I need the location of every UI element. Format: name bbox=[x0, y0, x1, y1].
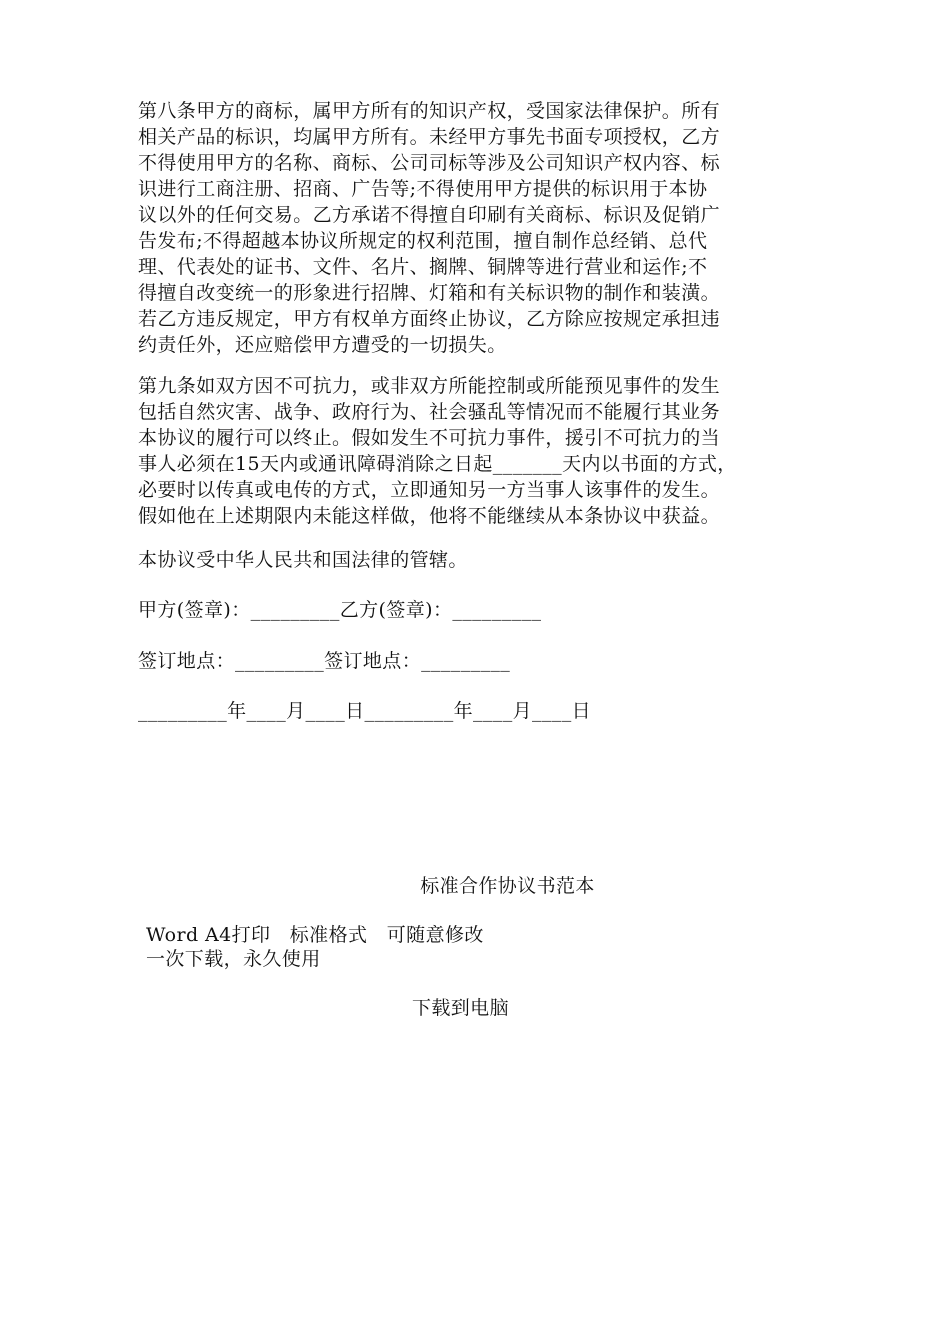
text-line: 告发布;不得超越本协议所规定的权利范围，擅自制作总经销、总代 bbox=[138, 230, 708, 252]
text-line: 第九条如双方因不可抗力，或非双方所能控制或所能预见事件的发生 bbox=[138, 375, 721, 397]
text-line: 假如他在上述期限内未能这样做，他将不能继续从本条协议中获益。 bbox=[138, 505, 721, 527]
download-link[interactable]: 下载到电脑 bbox=[411, 997, 509, 1019]
signing-place-line: 签订地点：_________签订地点：_________ bbox=[138, 650, 511, 672]
text-line: 必要时以传真或电传的方式，立即通知另一方当事人该事件的发生。 bbox=[138, 479, 721, 501]
text-line: 事人必须在15天内或通讯障碍消除之日起_______天内以书面的方式， bbox=[138, 453, 737, 475]
text-line: 议以外的任何交易。乙方承诺不得擅自印刷有关商标、标识及促销广 bbox=[138, 204, 721, 226]
jurisdiction-clause: 本协议受中华人民共和国法律的管辖。 bbox=[138, 549, 468, 571]
text-line: 若乙方违反规定，甲方有权单方面终止协议，乙方除应按规定承担违 bbox=[138, 308, 721, 330]
text-line: 约责任外，还应赔偿甲方遭受的一切损失。 bbox=[138, 334, 507, 356]
text-line: 识进行工商注册、招商、广告等;不得使用甲方提供的标识用于本协 bbox=[138, 178, 708, 200]
text-line: 理、代表处的证书、文件、名片、搁牌、铜牌等进行营业和运作;不 bbox=[138, 256, 708, 278]
date-line: _________年____月____日_________年____月____日 bbox=[138, 700, 592, 722]
promo-usage: 一次下载，永久使用 bbox=[146, 948, 321, 970]
signature-line: 甲方(签章)：_________乙方(签章)：_________ bbox=[138, 599, 542, 621]
promo-title: 标准合作协议书范本 bbox=[420, 875, 595, 897]
text-line: 第八条甲方的商标，属甲方所有的知识产权，受国家法律保护。所有 bbox=[138, 100, 721, 122]
text-line: 相关产品的标识，均属甲方所有。未经甲方事先书面专项授权，乙方 bbox=[138, 126, 721, 148]
promo-features: Word A4打印 标准格式 可随意修改 bbox=[146, 924, 484, 946]
text-line: 本协议的履行可以终止。假如发生不可抗力事件，援引不可抗力的当 bbox=[138, 427, 721, 449]
article-9-paragraph bbox=[138, 373, 828, 529]
text-line: 得擅自改变统一的形象进行招牌、灯箱和有关标识物的制作和装潢。 bbox=[138, 282, 721, 304]
article-8-paragraph bbox=[138, 98, 828, 358]
text-line: 包括自然灾害、战争、政府行为、社会骚乱等情况而不能履行其业务 bbox=[138, 401, 721, 423]
text-line: 不得使用甲方的名称、商标、公司司标等涉及公司知识产权内容、标 bbox=[138, 152, 721, 174]
